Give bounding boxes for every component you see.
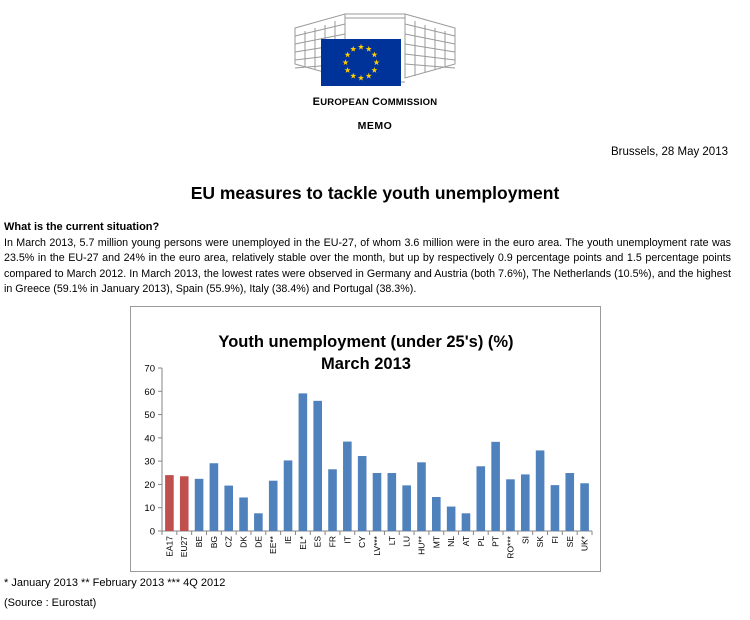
x-tick-label: EE** (268, 536, 279, 554)
bar-ro (506, 479, 515, 531)
document-title: EU measures to tackle youth unemployment (190, 183, 560, 203)
bar-es (313, 401, 322, 531)
memo-label: MEMO (357, 120, 393, 132)
bar-bg (210, 463, 219, 531)
european-commission-logo (285, 8, 465, 90)
y-tick-label: 10 (144, 503, 155, 515)
y-tick-label: 70 (144, 363, 155, 375)
chart-title: Youth unemployment (under 25's) (%) (218, 333, 514, 351)
x-tick-label: IE (283, 536, 294, 545)
bar-fi (551, 485, 560, 531)
body-paragraph: In March 2013, 5.7 million young persons were unemployed in the EU-27, of whom 3.6 million were in the euro area. The youth unemployment rate was 23.5% in the EU-27 and 24% in the euro area, relatively stable over the month, but up by respectively 0.9 percentage points and 1.5 percentage points compared to March 2012. In March 2013, the lowest rates were observed in Germany and Austria (both 7.6%), The Netherlands (10.5%), and the highest in Greece (59.1% in January 2013), Spain (55.9%), Italy (38.4%) and Portugal (38.3%). (4, 237, 731, 296)
x-tick-label: DE (253, 536, 264, 548)
y-tick-label: 20 (144, 479, 155, 491)
bar-pl (476, 466, 485, 531)
x-tick-label: FI (549, 536, 560, 544)
x-tick-label: IT (342, 536, 353, 544)
x-tick-label: HU** (416, 536, 427, 555)
bar-hu (417, 462, 426, 531)
bar-fr (328, 469, 337, 531)
x-tick-label: BG (208, 536, 219, 549)
youth-unemployment-chart (130, 306, 601, 572)
bar-lu (402, 485, 411, 531)
bar-se (565, 473, 574, 531)
bar-it (343, 442, 352, 531)
x-tick-label: MT (431, 536, 442, 549)
y-tick-label: 50 (144, 410, 155, 422)
organisation-name: EUROPEAN COMMISSION (312, 96, 438, 108)
bar-ee (269, 481, 278, 531)
x-tick-label: LT (386, 536, 397, 546)
bar-sk (536, 450, 545, 531)
x-tick-label: SI (520, 536, 531, 545)
x-tick-label: EU27 (179, 536, 190, 558)
bar-cz (224, 486, 233, 531)
x-tick-label: NL (446, 536, 457, 547)
x-tick-label: LU (401, 536, 412, 547)
bar-ie (284, 460, 293, 531)
x-tick-label: ES (312, 536, 323, 548)
x-tick-label: PT (490, 536, 501, 547)
y-tick-label: 30 (144, 456, 155, 468)
x-tick-label: PL (475, 536, 486, 547)
bar-at (462, 513, 471, 531)
y-tick-label: 60 (144, 386, 155, 398)
source-note: (Source : Eurostat) (4, 597, 97, 609)
x-tick-label: FR (327, 536, 338, 548)
bar-mt (432, 497, 441, 531)
chart-subtitle: March 2013 (321, 355, 411, 373)
y-tick-label: 0 (149, 526, 155, 538)
x-tick-label: RO*** (505, 536, 516, 559)
bar-eu27 (180, 476, 189, 531)
bar-si (521, 474, 530, 531)
x-tick-label: EL* (297, 536, 308, 550)
x-tick-label: CZ (223, 536, 234, 548)
x-tick-label: DK (238, 536, 249, 548)
bar-cy (358, 456, 367, 531)
x-tick-label: EA17 (164, 536, 175, 557)
x-tick-label: CY (357, 536, 368, 548)
x-tick-label: SK (535, 536, 546, 548)
bar-lv (373, 473, 382, 531)
dateline: Brussels, 28 May 2013 (611, 146, 728, 158)
bar-lt (388, 473, 397, 531)
x-tick-label: BE (194, 536, 205, 548)
bar-de (254, 513, 263, 531)
x-tick-label: UK* (579, 536, 590, 552)
x-tick-label: LV*** (372, 536, 382, 556)
section-heading: What is the current situation? (4, 221, 160, 233)
bar-el (299, 393, 308, 531)
bar-be (195, 479, 204, 531)
bar-nl (447, 507, 456, 531)
footnote: * January 2013 ** February 2013 *** 4Q 2012 (4, 577, 226, 589)
x-tick-label: AT (460, 536, 471, 547)
bar-pt (491, 442, 500, 531)
bar-uk (580, 483, 589, 531)
bar-dk (239, 497, 248, 531)
chart-canvas (131, 307, 600, 571)
bar-ea17 (165, 475, 174, 531)
x-tick-label: SE (564, 536, 575, 548)
y-tick-label: 40 (144, 433, 155, 445)
